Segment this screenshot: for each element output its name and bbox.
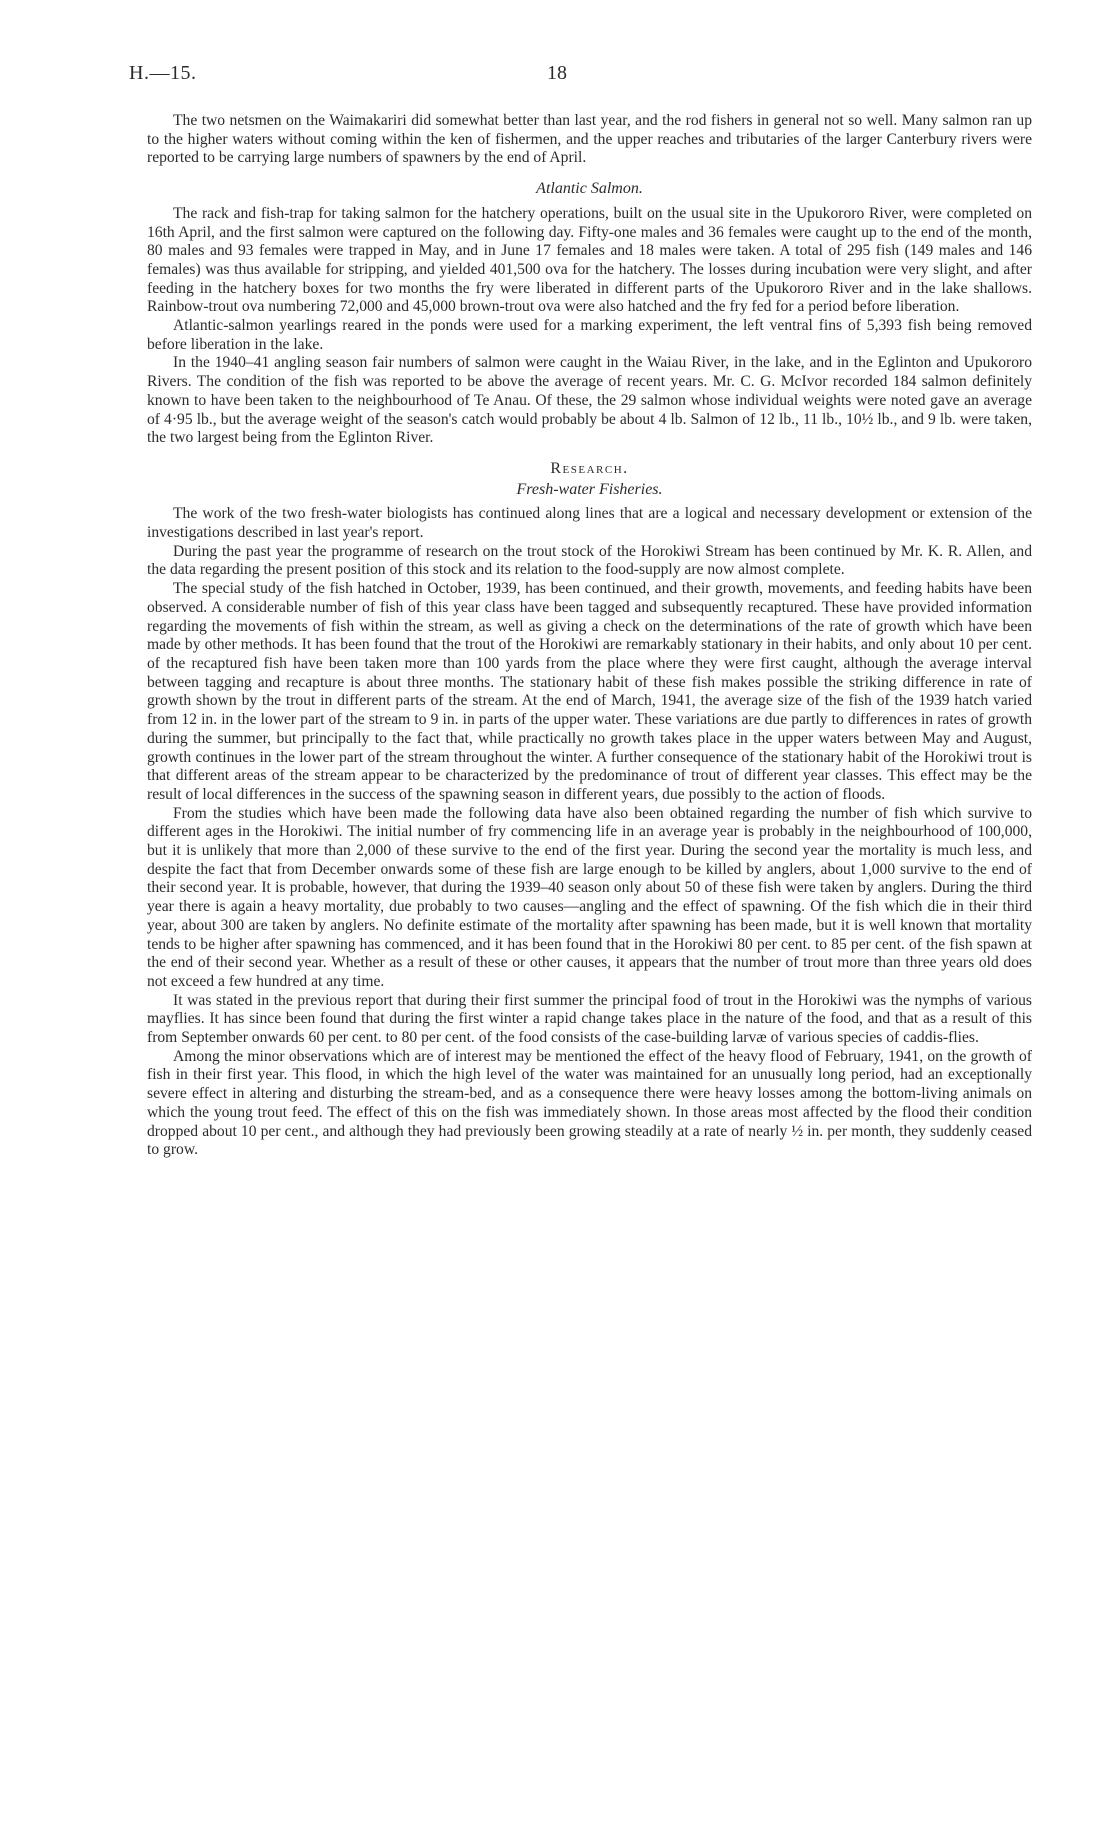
page-header <box>0 62 1114 88</box>
paragraph: During the past year the programme of research on the trout stock of the Horokiwi Stream has been continued by Mr. K. R. Allen, and the data regarding the present position of this stock and its relation to the food-supply are now almost complete. <box>147 542 1032 579</box>
paragraph: Atlantic-salmon yearlings reared in the ponds were used for a marking experiment, the left ventral fins of 5,393 fish being removed before liberation in the lake. <box>147 317 1032 353</box>
report-code: H.—15. <box>129 62 197 84</box>
section-heading-atlantic-salmon: Atlantic Salmon. <box>536 180 643 198</box>
subsection-heading-fresh-water-fisheries: Fresh-water Fisheries. <box>516 480 663 498</box>
body-text <box>147 112 1032 1160</box>
paragraph: The work of the two fresh-water biologists has continued along lines that are a logical and necessary development or extension of the investigations described in last year's report. <box>147 505 1032 542</box>
paragraph: In the 1940–41 angling season fair numbers of salmon were caught in the Waiau River, in the lake, and in the Eglinton and Upukororo Rivers. The condition of the fish was reported to be above the average of recent years. Mr. C. G. McIvor recorded 184 salmon definitely known to have been taken to the neighbourhood of Te Anau. Of these, the 29 salmon whose individual weights were noted gave an average of 4·95 lb., but the average weight of the season's catch would probably be about 4 lb. Salmon of 12 lb., 11 lb., 10½ lb., and 9 lb. were taken, the two largest being from the Eglinton River. <box>147 354 1032 447</box>
paragraph: The two netsmen on the Waimakariri did somewhat better than last year, and the rod fishers in general not so well. Many salmon ran up to the higher waters without coming within the ken of fishermen, and the upper reaches and tributaries of the larger Canterbury rivers were reported to be carrying large numbers of spawners by the end of April. <box>147 112 1032 167</box>
paragraph: From the studies which have been made the following data have also been obtained regarding the number of fish which survive to different ages in the Horokiwi. The initial number of fry commencing life in an average year is probably in the neighbourhood of 100,000, but it is unlikely that more than 2,000 of these survive to the end of the first year. During the second year the mortality is much less, and despite the fact that from December onwards some of these fish are large enough to be killed by anglers, about 1,000 survive to the end of their second year. It is probable, however, that during the 1939–40 season only about 50 of these fish were taken by anglers. During the third year there is again a heavy mortality, due probably to two causes—angling and the effect of spawning. Of the fish which die in their third year, about 300 are taken by anglers. No definite estimate of the mortality after spawning has been made, but it is well known that mortality tends to be higher after spawning has commenced, and it has been found that in the Horokiwi 80 per cent. to 85 per cent. of the fish spawn at the end of their second year. Whether as a result of these or other causes, it appears that the number of trout more than three years old does not exceed a few hundred at any time. <box>147 804 1032 990</box>
paragraph: The special study of the fish hatched in October, 1939, has been continued, and their growth, movements, and feeding habits have been observed. A considerable number of fish of this year class have been tagged and subsequently recaptured. These have provided information regarding the movements of fish within the stream, as well as giving a check on the determinations of the rate of growth which have been made by other methods. It has been found that the trout of the Horokiwi are remarkably stationary in their habits, and only about 10 per cent. of the recaptured fish have been taken more than 100 yards from the place where they were first caught, although the average interval between tagging and recapture is about three months. The stationary habit of these fish makes possible the striking difference in rate of growth shown by the trout in different parts of the stream. At the end of March, 1941, the average size of the fish of the 1939 hatch varied from 12 in. in the lower part of the stream to 9 in. in parts of the upper water. These variations are due partly to differences in rates of growth during the summer, but principally to the fact that, while practically no growth takes place in the upper waters between May and August, growth continues in the lower part of the stream throughout the winter. A further consequence of the stationary habit of the Horokiwi trout is that different areas of the stream appear to be characterized by the predominance of trout of different year classes. This effect may be the result of local differences in the success of the spawning season in different years, due possibly to the action of floods. <box>147 580 1032 803</box>
paragraph: The rack and fish-trap for taking salmon for the hatchery operations, built on the usual site in the Upukororo River, were completed on 16th April, and the first salmon were captured on the following day. Fifty-one males and 36 females were caught up to the end of the month, 80 males and 93 females were trapped in May, and in June 17 females and 18 males were taken. A total of 295 fish (149 males and 146 females) was thus available for stripping, and yielded 401,500 ova for the hatchery. The losses during incubation were very slight, and after feeding in the hatchery boxes for two months the fry were liberated in different parts of the Upukororo River and in the lake shallows. Rainbow-trout ova numbering 72,000 and 45,000 brown-trout ova were also hatched and the fry fed for a period before liberation. <box>147 204 1032 316</box>
section-heading-research: Research. <box>550 459 629 477</box>
paragraph: Among the minor observations which are of interest may be mentioned the effect of the heavy flood of February, 1941, on the growth of fish in their first year. This flood, in which the high level of the water was maintained for an unusually long period, had an exceptionally severe effect in altering and disturbing the stream-bed, and as a consequence there were heavy losses among the bottom-living animals on which the young trout feed. The effect of this on the fish was immediately shown. In those areas most affected by the flood their condition dropped about 10 per cent., and although they had previously been growing steadily at a rate of nearly ½ in. per month, they suddenly ceased to grow. <box>147 1047 1032 1159</box>
page-number: 18 <box>547 62 567 84</box>
paragraph: It was stated in the previous report that during their first summer the principal food of trout in the Horokiwi was the nymphs of various mayflies. It has since been found that during the first winter a rapid change takes place in the nature of the food, and that as a result of this from September onwards 60 per cent. to 80 per cent. of the food consists of the case-building larvæ of various species of caddis-flies. <box>147 991 1032 1047</box>
